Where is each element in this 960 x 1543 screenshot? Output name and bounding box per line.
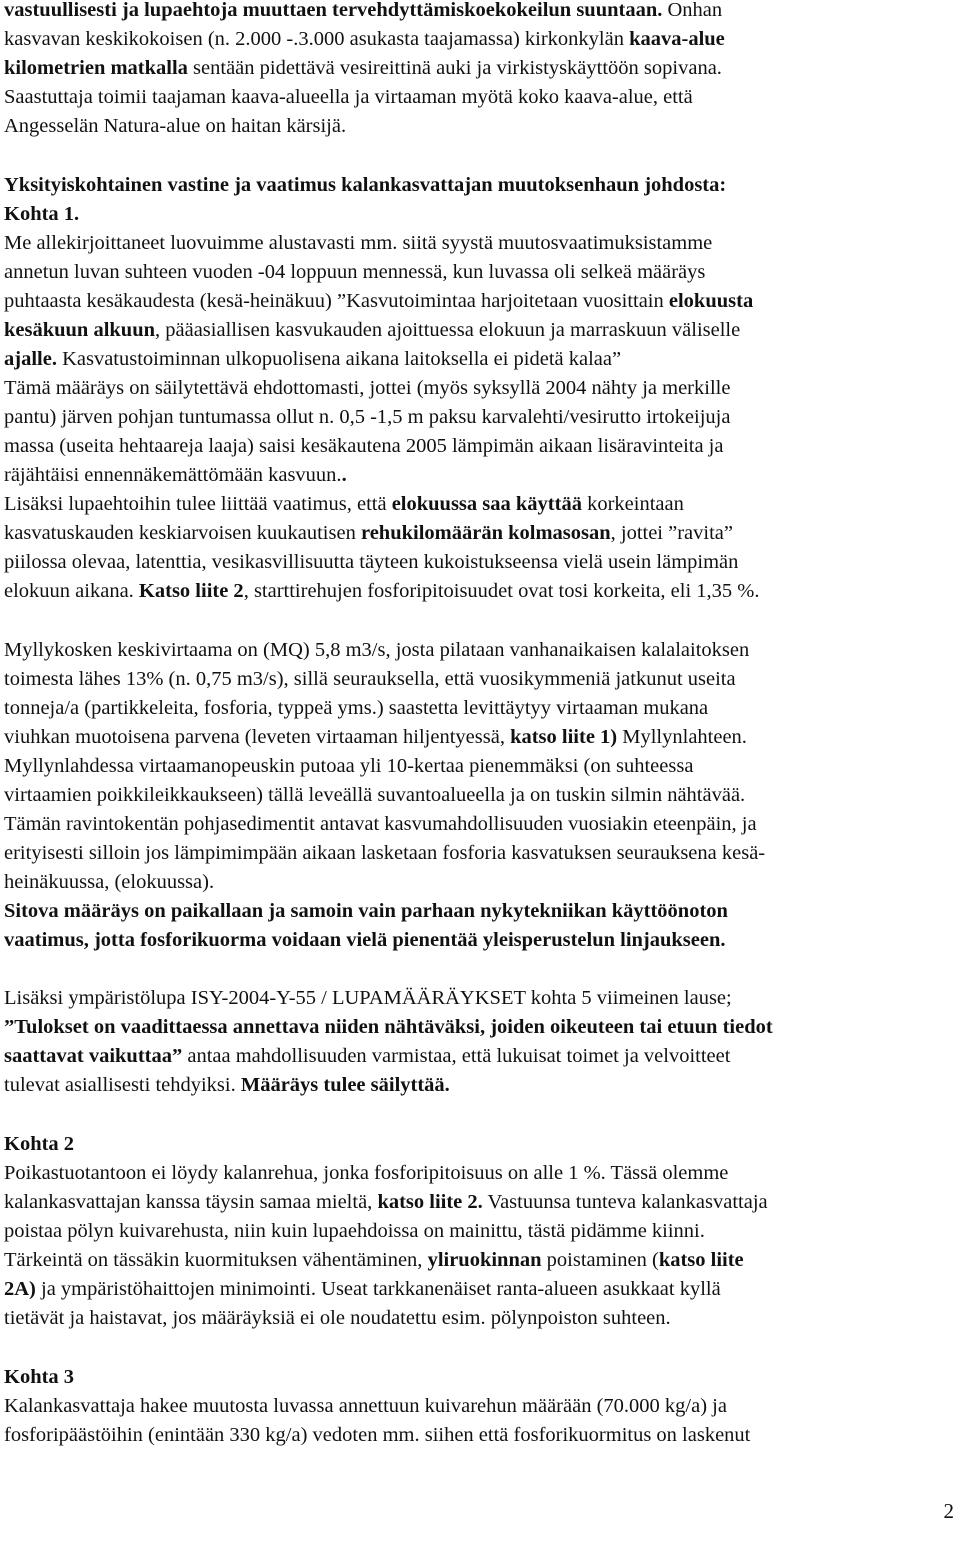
text-line [4, 519, 956, 548]
text-run: antaa mahdollisuuden varmistaa, että lukuisat toimet ja velvoitteet [182, 1045, 731, 1067]
text-run: virtaamien poikkileikkaukseen) tällä leveällä suvantoalueella ja on tuskin silmin nähtävää. [4, 784, 746, 806]
text-line [4, 752, 956, 781]
text-run: korkeintaan [581, 493, 684, 515]
text-run: , pääasiallisen kasvukauden ajoittuessa elokuun ja marraskuun väliselle [155, 319, 741, 341]
page-number: 2 [943, 1499, 954, 1523]
bold-text-run: rehukilomäärän kolmasosan [360, 522, 611, 544]
text-line [4, 868, 956, 897]
text-line [4, 83, 956, 112]
text-line [4, 345, 956, 374]
text-run: kasvavan keskikokoisen (n. 2.000 -.3.000 asukasta taajamassa) kirkonkylän [4, 28, 630, 50]
text-run: Tämä määräys on säilytettävä ehdottomasti, jottei (myös syksyllä 2004 nähty ja merkille [4, 377, 731, 399]
text-line [4, 258, 956, 287]
text-run: Me allekirjoittaneet luovuimme alustavasti mm. siitä syystä muutosvaatimuksistamme [4, 232, 713, 254]
text-run: Onhan [662, 0, 723, 21]
bold-text-run: katso liite [658, 1249, 744, 1271]
text-run: Kalankasvattaja hakee muutosta luvassa annettuun kuivarehun määrään (70.000 kg/a) ja [4, 1395, 727, 1417]
text-line [4, 200, 956, 229]
text-line [4, 1363, 956, 1392]
text-line [4, 1159, 956, 1188]
text-run: puhtaasta kesäkaudesta (kesä-heinäkuu) ”Kasvutoimintaa harjoitetaan vuosittain [4, 290, 669, 312]
text-line [4, 1304, 956, 1333]
bold-text-run: ajalle. [4, 348, 57, 370]
text-line [4, 490, 956, 519]
bold-text-run: vastuullisesti ja lupaehtoja muuttaen tervehdyttämiskoekokeilun suuntaan. [4, 0, 663, 21]
bold-text-run: Kohta 3 [4, 1366, 75, 1388]
text-line [4, 839, 956, 868]
text-run: Tärkeintä on tässäkin kuormituksen vähentäminen, [4, 1249, 428, 1271]
text-run: tietävät ja haistavat, jos määräyksiä ei ole noudatettu esim. pölynpoiston suhteen. [4, 1307, 671, 1329]
bold-text-run: Kohta 2 [4, 1133, 75, 1155]
text-line [4, 1246, 956, 1275]
bold-text-run: Katso liite 2 [138, 580, 244, 602]
bold-text-run: Sitova määräys on paikallaan ja samoin vain parhaan nykytekniikan käyttöönoton [4, 900, 728, 922]
text-run: Angesselän Natura-alue on haitan kärsijä. [4, 115, 347, 137]
text-line [4, 636, 956, 665]
text-line [4, 287, 956, 316]
text-line [4, 781, 956, 810]
bold-text-run: katso liite 2. [377, 1191, 483, 1213]
text-line [4, 54, 956, 83]
text-run: fosforipäästöihin (enintään 330 kg/a) vedoten mm. siihen että fosforikuormitus on laskenut [4, 1424, 751, 1446]
text-line [4, 897, 956, 926]
text-line [4, 461, 956, 490]
paragraph-ymparistolupa [4, 984, 956, 1100]
text-run: räjähtäisi ennennäkemättömään kasvuun. [4, 464, 342, 486]
bold-text-run: kilometrien matkalla [4, 57, 188, 79]
text-line [4, 432, 956, 461]
bold-text-run: elokuusta [668, 290, 754, 312]
text-run: Myllynlahdessa virtaamanopeuskin putoaa yli 10-kertaa pienemmäksi (on suhteessa [4, 755, 694, 777]
text-line [4, 1217, 956, 1246]
text-run: elokuun aikana. [4, 580, 139, 602]
text-line [4, 577, 956, 606]
bold-text-run: . [341, 464, 347, 486]
text-line [4, 548, 956, 577]
text-line [4, 723, 956, 752]
text-run: annetun luvan suhteen vuoden -04 loppuun mennessä, kun luvassa oli selkeä määräys [4, 261, 706, 283]
text-line [4, 926, 956, 955]
text-line [4, 665, 956, 694]
text-line [4, 1188, 956, 1217]
text-run: Myllynlahteen. [617, 726, 747, 748]
bold-text-run: kaava-alue [629, 28, 725, 50]
bold-text-run: vaatimus, jotta fosforikuorma voidaan vielä pienentää yleisperustelun linjaukseen. [4, 929, 726, 951]
text-run: massa (useita hehtaareja laaja) saisi kesäkautena 2005 lämpimän aikaan lisäravinteita ja [4, 435, 724, 457]
text-line [4, 1392, 956, 1421]
text-line [4, 1275, 956, 1304]
text-run: Saastuttaja toimii taajaman kaava-alueella ja virtaaman myötä koko kaava-alue, että [4, 86, 693, 108]
text-line [4, 1013, 956, 1042]
text-line [4, 810, 956, 839]
text-line [4, 374, 956, 403]
bold-text-run: elokuussa saa käyttää [391, 493, 582, 515]
bold-text-run: Kohta 1. [4, 203, 80, 225]
section-kohta-3 [4, 1363, 956, 1450]
text-line [4, 112, 956, 141]
text-run: poistaminen ( [541, 1249, 659, 1271]
text-run: Myllykosken keskivirtaama on (MQ) 5,8 m3/s, josta pilataan vanhanaikaisen kalalaitoksen [4, 639, 750, 661]
text-line [4, 1071, 956, 1100]
text-run: erityisesti silloin jos lämpimimpään aikaan lasketaan fosforia kasvatuksen seurauksena kesä- [4, 842, 766, 864]
text-run: heinäkuussa, (elokuussa). [4, 871, 215, 893]
text-run: piilossa olevaa, latenttia, vesikasvillisuutta täyteen kukoistukseensa vielä usein lämpimän [4, 551, 739, 573]
text-line [4, 984, 956, 1013]
text-line [4, 171, 956, 200]
text-line [4, 0, 956, 25]
text-run: sentään pidettävä vesireittinä auki ja virkistyskäyttöön sopivana. [187, 57, 722, 79]
text-run: poistaa pölyn kuivarehusta, niin kuin lupaehdoissa on mainittu, tästä pidämme kiinni. [4, 1220, 705, 1242]
text-run: Vastuunsa tunteva kalankasvattaja [482, 1191, 768, 1213]
bold-text-run: katso liite 1) [510, 726, 618, 748]
text-run: Tämän ravintokentän pohjasedimentit antavat kasvumahdollisuuden vuosiakin eteenpäin, ja [4, 813, 757, 835]
text-run: , starttirehujen fosforipitoisuudet ovat tosi korkeita, eli 1,35 %. [243, 580, 760, 602]
text-run: Lisäksi ympäristölupa ISY-2004-Y-55 / LUPAMÄÄRÄYKSET kohta 5 viimeinen lause; [4, 987, 732, 1009]
text-run: Lisäksi lupaehtoihin tulee liittää vaatimus, että [4, 493, 392, 515]
bold-text-run: yliruokinnan [427, 1249, 542, 1271]
text-line [4, 1421, 956, 1450]
text-run: toimesta lähes 13% (n. 0,75 m3/s), sillä seurauksella, että vuosikymmeniä jatkunut useita [4, 668, 736, 690]
text-run: pantu) järven pohjan tuntumassa ollut n. 0,5 -1,5 m paksu karvalehti/vesirutto irtokeijuja [4, 406, 731, 428]
text-run: tonneja/a (partikkeleita, fosforia, typpeä yms.) saastetta levittäytyy virtaaman mukana [4, 697, 709, 719]
text-run: Poikastuotantoon ei löydy kalanrehua, jonka fosforipitoisuus on alle 1 %. Tässä olemme [4, 1162, 729, 1184]
text-run: kalankasvattajan kanssa täysin samaa mieltä, [4, 1191, 378, 1213]
text-run: ja ympäristöhaittojen minimointi. Useat tarkkanenäiset ranta-alueen asukkaat kyllä [35, 1278, 721, 1300]
text-line [4, 316, 956, 345]
section-kohta-2 [4, 1130, 956, 1333]
section-kohta-1 [4, 171, 956, 606]
text-line [4, 25, 956, 54]
bold-text-run: ”Tulokset on vaadittaessa annettava niiden nähtäväksi, joiden oikeuteen tai etuun tiedot [4, 1016, 773, 1038]
text-run: Kasvatustoiminnan ulkopuolisena aikana laitoksella ei pidetä kalaa” [56, 348, 622, 370]
text-line [4, 1130, 956, 1159]
paragraph-myllykoski [4, 636, 956, 955]
text-run: viuhkan muotoisena parvena (leveten virtaaman hiljentyessä, [4, 726, 511, 748]
paragraph-intro [4, 0, 956, 141]
text-line [4, 1042, 956, 1071]
text-line [4, 229, 956, 258]
text-line [4, 403, 956, 432]
bold-text-run: Määräys tulee säilyttää. [240, 1074, 450, 1096]
bold-text-run: Yksityiskohtainen vastine ja vaatimus kalankasvattajan muutoksenhaun johdosta: [4, 174, 727, 196]
bold-text-run: kesäkuun alkuun [4, 319, 156, 341]
text-run: kasvatuskauden keskiarvoisen kuukautisen [4, 522, 361, 544]
bold-text-run: saattavat vaikuttaa” [4, 1045, 183, 1067]
text-run: tulevat asiallisesti tehdyiksi. [4, 1074, 241, 1096]
text-run: , jottei ”ravita” [610, 522, 733, 544]
bold-text-run: 2A) [4, 1278, 36, 1300]
text-line [4, 694, 956, 723]
